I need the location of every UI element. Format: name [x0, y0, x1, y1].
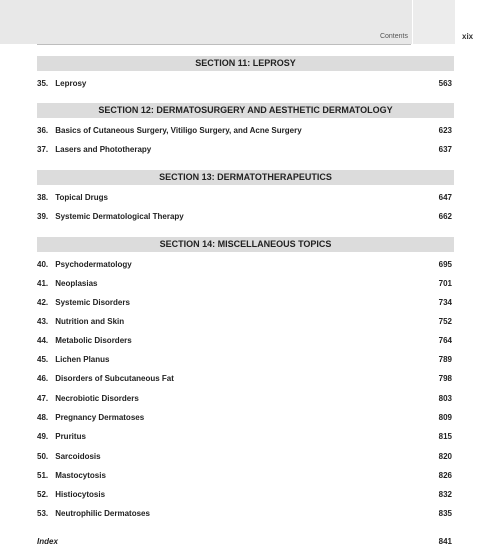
toc-entry[interactable] — [37, 373, 454, 385]
entry-title: Neoplasias — [55, 279, 98, 288]
entry-title: Pruritus — [55, 432, 86, 441]
page-number: xix — [462, 32, 474, 41]
entry-title: Histiocytosis — [55, 490, 106, 499]
entry-number: 48. — [37, 413, 49, 422]
entry-number: 37. — [37, 145, 49, 154]
entry-page: 662 — [438, 212, 452, 221]
toc-entry-index[interactable] — [37, 536, 454, 548]
entry-number: 51. — [37, 471, 49, 480]
entry-page: 764 — [438, 336, 452, 345]
header-tab-background — [413, 0, 455, 44]
toc-entry[interactable] — [37, 412, 454, 424]
entry-page: 815 — [438, 432, 452, 441]
entry-title: Nutrition and Skin — [55, 317, 125, 326]
toc-entry[interactable] — [37, 78, 454, 90]
entry-page: 832 — [438, 490, 452, 499]
entry-title: Neutrophilic Dermatoses — [55, 509, 150, 518]
entry-page: 798 — [438, 374, 452, 383]
toc-entry[interactable] — [37, 451, 454, 463]
entry-page: 734 — [438, 298, 452, 307]
entry-number: 35. — [37, 79, 49, 88]
entry-title: Systemic Dermatological Therapy — [55, 212, 184, 221]
entry-page: 809 — [438, 413, 452, 422]
entry-title: Index — [37, 537, 58, 546]
toc-entry[interactable] — [37, 316, 454, 328]
section-heading: SECTION 14: MISCELLANEOUS TOPICS — [37, 237, 454, 252]
entry-title: Necrobiotic Disorders — [55, 394, 139, 403]
entry-number: 42. — [37, 298, 49, 307]
entry-title: Pregnancy Dermatoses — [55, 413, 145, 422]
entry-number: 44. — [37, 336, 49, 345]
toc-entry[interactable] — [37, 259, 454, 271]
entry-title: Lichen Planus — [55, 355, 110, 364]
entry-title: Basics of Cutaneous Surgery, Vitiligo Surgery, and Acne Surgery — [55, 126, 302, 135]
toc-entry[interactable] — [37, 192, 454, 204]
entry-page: 835 — [438, 509, 452, 518]
toc-entry[interactable] — [37, 297, 454, 309]
toc-entry[interactable] — [37, 211, 454, 223]
entry-number: 40. — [37, 260, 49, 269]
section-heading: SECTION 13: DERMATOTHERAPEUTICS — [37, 170, 454, 185]
section-heading: SECTION 11: LEPROSY — [37, 56, 454, 71]
entry-page: 701 — [438, 279, 452, 288]
entry-page: 563 — [438, 79, 452, 88]
running-head: Contents — [379, 33, 408, 40]
toc-entry[interactable] — [37, 278, 454, 290]
entry-page: 789 — [438, 355, 452, 364]
entry-page: 637 — [438, 145, 452, 154]
entry-number: 38. — [37, 193, 49, 202]
entry-title: Leprosy — [55, 79, 87, 88]
entry-number: 43. — [37, 317, 49, 326]
entry-page: 623 — [438, 126, 452, 135]
entry-number: 47. — [37, 394, 49, 403]
entry-page: 803 — [438, 394, 452, 403]
entry-title: Psychodermatology — [55, 260, 132, 269]
section-heading: SECTION 12: DERMATOSURGERY AND AESTHETIC DERMATOLOGY — [37, 103, 454, 118]
entry-title: Topical Drugs — [55, 193, 108, 202]
entry-title: Disorders of Subcutaneous Fat — [55, 374, 174, 383]
entry-number: 45. — [37, 355, 49, 364]
entry-title: Lasers and Phototherapy — [55, 145, 152, 154]
entry-number: 49. — [37, 432, 49, 441]
entry-number: 46. — [37, 374, 49, 383]
toc-entry[interactable] — [37, 393, 454, 405]
entry-number: 50. — [37, 452, 49, 461]
toc-entry[interactable] — [37, 144, 454, 156]
entry-page: 695 — [438, 260, 452, 269]
entry-page: 752 — [438, 317, 452, 326]
entry-title: Metabolic Disorders — [55, 336, 132, 345]
entry-title: Sarcoidosis — [55, 452, 101, 461]
entry-number: 52. — [37, 490, 49, 499]
entry-title: Systemic Disorders — [55, 298, 130, 307]
entry-number: 39. — [37, 212, 49, 221]
entry-title: Mastocytosis — [55, 471, 106, 480]
entry-number: 36. — [37, 126, 49, 135]
toc-entry[interactable] — [37, 489, 454, 501]
toc-entry[interactable] — [37, 431, 454, 443]
toc-entry[interactable] — [37, 354, 454, 366]
entry-page: 647 — [438, 193, 452, 202]
entry-page: 826 — [438, 471, 452, 480]
entry-page: 820 — [438, 452, 452, 461]
header-rule — [37, 44, 411, 45]
entry-page: 841 — [438, 537, 452, 546]
entry-number: 41. — [37, 279, 49, 288]
entry-number: 53. — [37, 509, 49, 518]
toc-entry[interactable] — [37, 508, 454, 520]
toc-entry[interactable] — [37, 470, 454, 482]
toc-entry[interactable] — [37, 125, 454, 137]
toc-entry[interactable] — [37, 335, 454, 347]
